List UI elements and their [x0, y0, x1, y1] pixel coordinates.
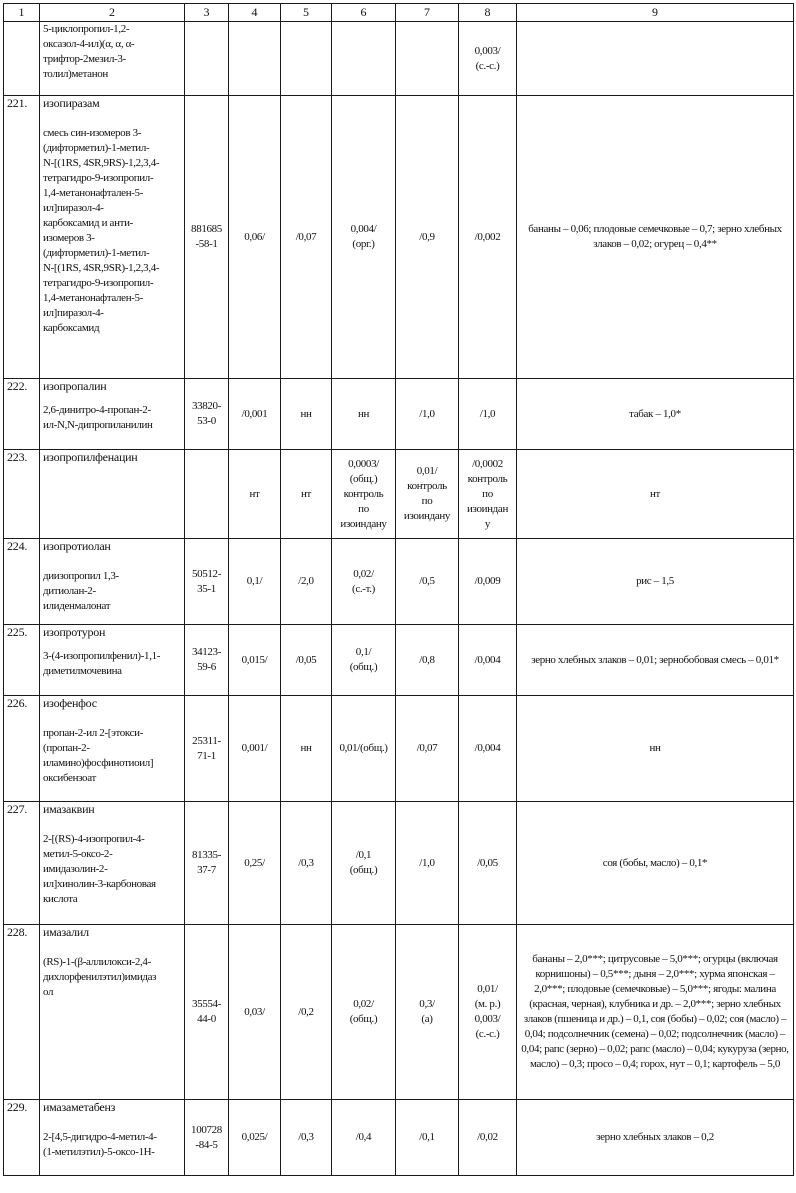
substance-name: имазалил	[43, 925, 89, 939]
value-col5: /0,05	[281, 625, 332, 696]
value-col4: нт	[229, 450, 281, 539]
row-number: 222.	[4, 379, 40, 450]
cas-number: 33820- 53-0	[185, 379, 229, 450]
value-col5: /0,07	[281, 96, 332, 379]
mrl-text: бананы – 2,0***; цитрусовые – 5,0***; огурцы (включая корнишоны) – 0,5***; дыня – 2,0***; хурма японская – 2,0***; плодовые (семечковые) – 5,0***; ягоды: малина (красная, черная), клубника и др. – 2,0***; зерно хлебных злаков (пшеница и др.) – 0,1, соя (бобы) – 0,02; соя (масло) – 0,04; подсолнечник (семена) – 0,02; подсолнечник (масло) – 0,04; рапс (зерно) – 0,02; рапс (масло) – 0,04; кукуруза (зерно, масло) – 0,3; просо – 0,4; горох, нут – 0,1; картофель – 5,0	[517, 925, 794, 1100]
row-number: 229.	[4, 1100, 40, 1176]
chemical-name: 5-циклопропил-1,2- оксазол-4-ил)(α, α, α- трифтор-2мезил-3- толил)метанон	[43, 23, 135, 80]
substance-name-cell	[40, 625, 185, 696]
chemical-name: диизопропил 1,3- дитиолан-2- илиденмалонат	[43, 570, 119, 612]
value-col4: 0,001/	[229, 696, 281, 802]
row-number: 225.	[4, 625, 40, 696]
column-number-row	[4, 4, 794, 22]
table-row	[4, 379, 794, 450]
mrl-text: соя (бобы, масло) – 0,1*	[517, 802, 794, 925]
value-col6: 0,02/ (с.-т.)	[332, 539, 396, 625]
cas-number: 50512- 35-1	[185, 539, 229, 625]
row-number: 221.	[4, 96, 40, 379]
table-row	[4, 802, 794, 925]
substance-name-cell	[40, 22, 185, 96]
value-col6: 0,004/ (орг.)	[332, 96, 396, 379]
chemical-name: 2-[(RS)-4-изопропил-4- метил-5-оксо-2- имидазолин-2- ил]хинолин-3-карбоновая кислота	[43, 833, 156, 905]
column-number: 1	[4, 4, 40, 22]
value-col6	[332, 22, 396, 96]
table-row	[4, 96, 794, 379]
value-col8: /0,004	[459, 625, 517, 696]
chemical-name: 2-[4,5-дигидро-4-метил-4- (1-метилэтил)-5-оксо-1H-	[43, 1131, 157, 1158]
value-col7: 0,01/ контроль по изоиндану	[396, 450, 459, 539]
row-number: 227.	[4, 802, 40, 925]
column-number: 9	[517, 4, 794, 22]
chemical-name: (RS)-1-(β-аллилокси-2,4- дихлорфенилэтил)имидаз ол	[43, 956, 157, 998]
value-col5: нн	[281, 696, 332, 802]
mrl-text: рис – 1,5	[517, 539, 794, 625]
mrl-text: зерно хлебных злаков – 0,01; зернобобовая смесь – 0,01*	[517, 625, 794, 696]
row-number: 224.	[4, 539, 40, 625]
chemical-name: смесь син-изомеров 3- (дифторметил)-1-метил- N-[(1RS, 4SR,9RS)-1,2,3,4- тетрагидро-9-изопропил- 1,4-метанонафтален-5- ил]пиразол-4- карбоксамид и анти- изомеров 3- (дифторметил)-1-метил- N-[(1RS, 4SR,9SR)-1,2,3,4- тетрагидро-9-изопропил- 1,4-метанонафтален-5- ил]пиразол-4- карбоксамид	[43, 127, 160, 334]
substance-name-cell	[40, 450, 185, 539]
table-row	[4, 625, 794, 696]
value-col7: 0,3/ (а)	[396, 925, 459, 1100]
value-col4: 0,1/	[229, 539, 281, 625]
cas-number: 35554- 44-0	[185, 925, 229, 1100]
chemical-name: 2,6-динитро-4-пропан-2- ил-N,N-дипропиланилин	[43, 404, 153, 431]
chemical-name: пропан-2-ил 2-[этокси- (пропан-2- иламино)фосфинотиоил] оксибензоат	[43, 727, 154, 784]
value-col6: 0,0003/ (общ.) контроль по изоиндану	[332, 450, 396, 539]
mrl-text: табак – 1,0*	[517, 379, 794, 450]
column-number: 5	[281, 4, 332, 22]
cas-number	[185, 22, 229, 96]
value-col5	[281, 22, 332, 96]
value-col5: нн	[281, 379, 332, 450]
value-col5: /0,2	[281, 925, 332, 1100]
column-number: 3	[185, 4, 229, 22]
value-col6: /0,1 (общ.)	[332, 802, 396, 925]
substance-name: изопротиолан	[43, 539, 111, 553]
table-row	[4, 450, 794, 539]
cas-number: 881685 -58-1	[185, 96, 229, 379]
value-col8: 0,003/ (с.-с.)	[459, 22, 517, 96]
row-number: 226.	[4, 696, 40, 802]
table-row	[4, 539, 794, 625]
substance-name-cell	[40, 96, 185, 379]
table-row	[4, 1100, 794, 1176]
cas-number: 34123- 59-6	[185, 625, 229, 696]
substance-name: изопропилфенацин	[43, 450, 138, 464]
value-col6: нн	[332, 379, 396, 450]
substance-name: изопиразам	[43, 96, 100, 110]
column-number: 2	[40, 4, 185, 22]
mrl-text: бананы – 0,06; плодовые семечковые – 0,7; зерно хлебных злаков – 0,02; огурец – 0,4**	[517, 96, 794, 379]
table-row	[4, 925, 794, 1100]
value-col7: /0,8	[396, 625, 459, 696]
column-number: 4	[229, 4, 281, 22]
value-col4: /0,001	[229, 379, 281, 450]
value-col5: /2,0	[281, 539, 332, 625]
substance-name-cell	[40, 1100, 185, 1176]
row-number	[4, 22, 40, 96]
value-col8: /0,002	[459, 96, 517, 379]
chemical-name: 3-(4-изопропилфенил)-1,1- диметилмочевина	[43, 650, 161, 677]
value-col7: /0,5	[396, 539, 459, 625]
substance-name: изопропалин	[43, 379, 107, 393]
value-col8: /0,02	[459, 1100, 517, 1176]
value-col7: /0,9	[396, 96, 459, 379]
value-col4: 0,25/	[229, 802, 281, 925]
value-col7	[396, 22, 459, 96]
value-col8: /0,05	[459, 802, 517, 925]
substance-name: имазаквин	[43, 802, 95, 816]
value-col8: 0,01/ (м. р.) 0,003/ (с.-с.)	[459, 925, 517, 1100]
substance-name: изопротурон	[43, 625, 106, 639]
value-col5: нт	[281, 450, 332, 539]
value-col6: /0,4	[332, 1100, 396, 1176]
row-number: 228.	[4, 925, 40, 1100]
table-row	[4, 22, 794, 96]
value-col8: /1,0	[459, 379, 517, 450]
value-col5: /0,3	[281, 802, 332, 925]
substance-name-cell	[40, 802, 185, 925]
value-col7: /1,0	[396, 379, 459, 450]
value-col7: /1,0	[396, 802, 459, 925]
substance-name: имазаметабенз	[43, 1100, 116, 1114]
cas-number: 81335- 37-7	[185, 802, 229, 925]
value-col7: /0,07	[396, 696, 459, 802]
value-col8: /0,004	[459, 696, 517, 802]
cas-number	[185, 450, 229, 539]
cas-number: 25311- 71-1	[185, 696, 229, 802]
value-col4: 0,015/	[229, 625, 281, 696]
row-number: 223.	[4, 450, 40, 539]
mrl-text: зерно хлебных злаков – 0,2	[517, 1100, 794, 1176]
value-col6: 0,1/ (общ.)	[332, 625, 396, 696]
value-col6: 0,02/ (общ.)	[332, 925, 396, 1100]
mrl-text	[517, 22, 794, 96]
table-row	[4, 696, 794, 802]
column-number: 7	[396, 4, 459, 22]
value-col4: 0,025/	[229, 1100, 281, 1176]
value-col4: 0,03/	[229, 925, 281, 1100]
column-number: 8	[459, 4, 517, 22]
value-col8: /0,0002 контроль по изоиндан у	[459, 450, 517, 539]
substance-name-cell	[40, 925, 185, 1100]
substances-table	[3, 3, 794, 1176]
cas-number: 100728 -84-5	[185, 1100, 229, 1176]
substance-name-cell	[40, 379, 185, 450]
column-number: 6	[332, 4, 396, 22]
value-col6: 0,01/(общ.)	[332, 696, 396, 802]
substance-name: изофенфос	[43, 696, 97, 710]
substance-name-cell	[40, 696, 185, 802]
value-col7: /0,1	[396, 1100, 459, 1176]
mrl-text: нн	[517, 696, 794, 802]
mrl-text: нт	[517, 450, 794, 539]
value-col4	[229, 22, 281, 96]
value-col5: /0,3	[281, 1100, 332, 1176]
substance-name-cell	[40, 539, 185, 625]
value-col4: 0,06/	[229, 96, 281, 379]
value-col8: /0,009	[459, 539, 517, 625]
